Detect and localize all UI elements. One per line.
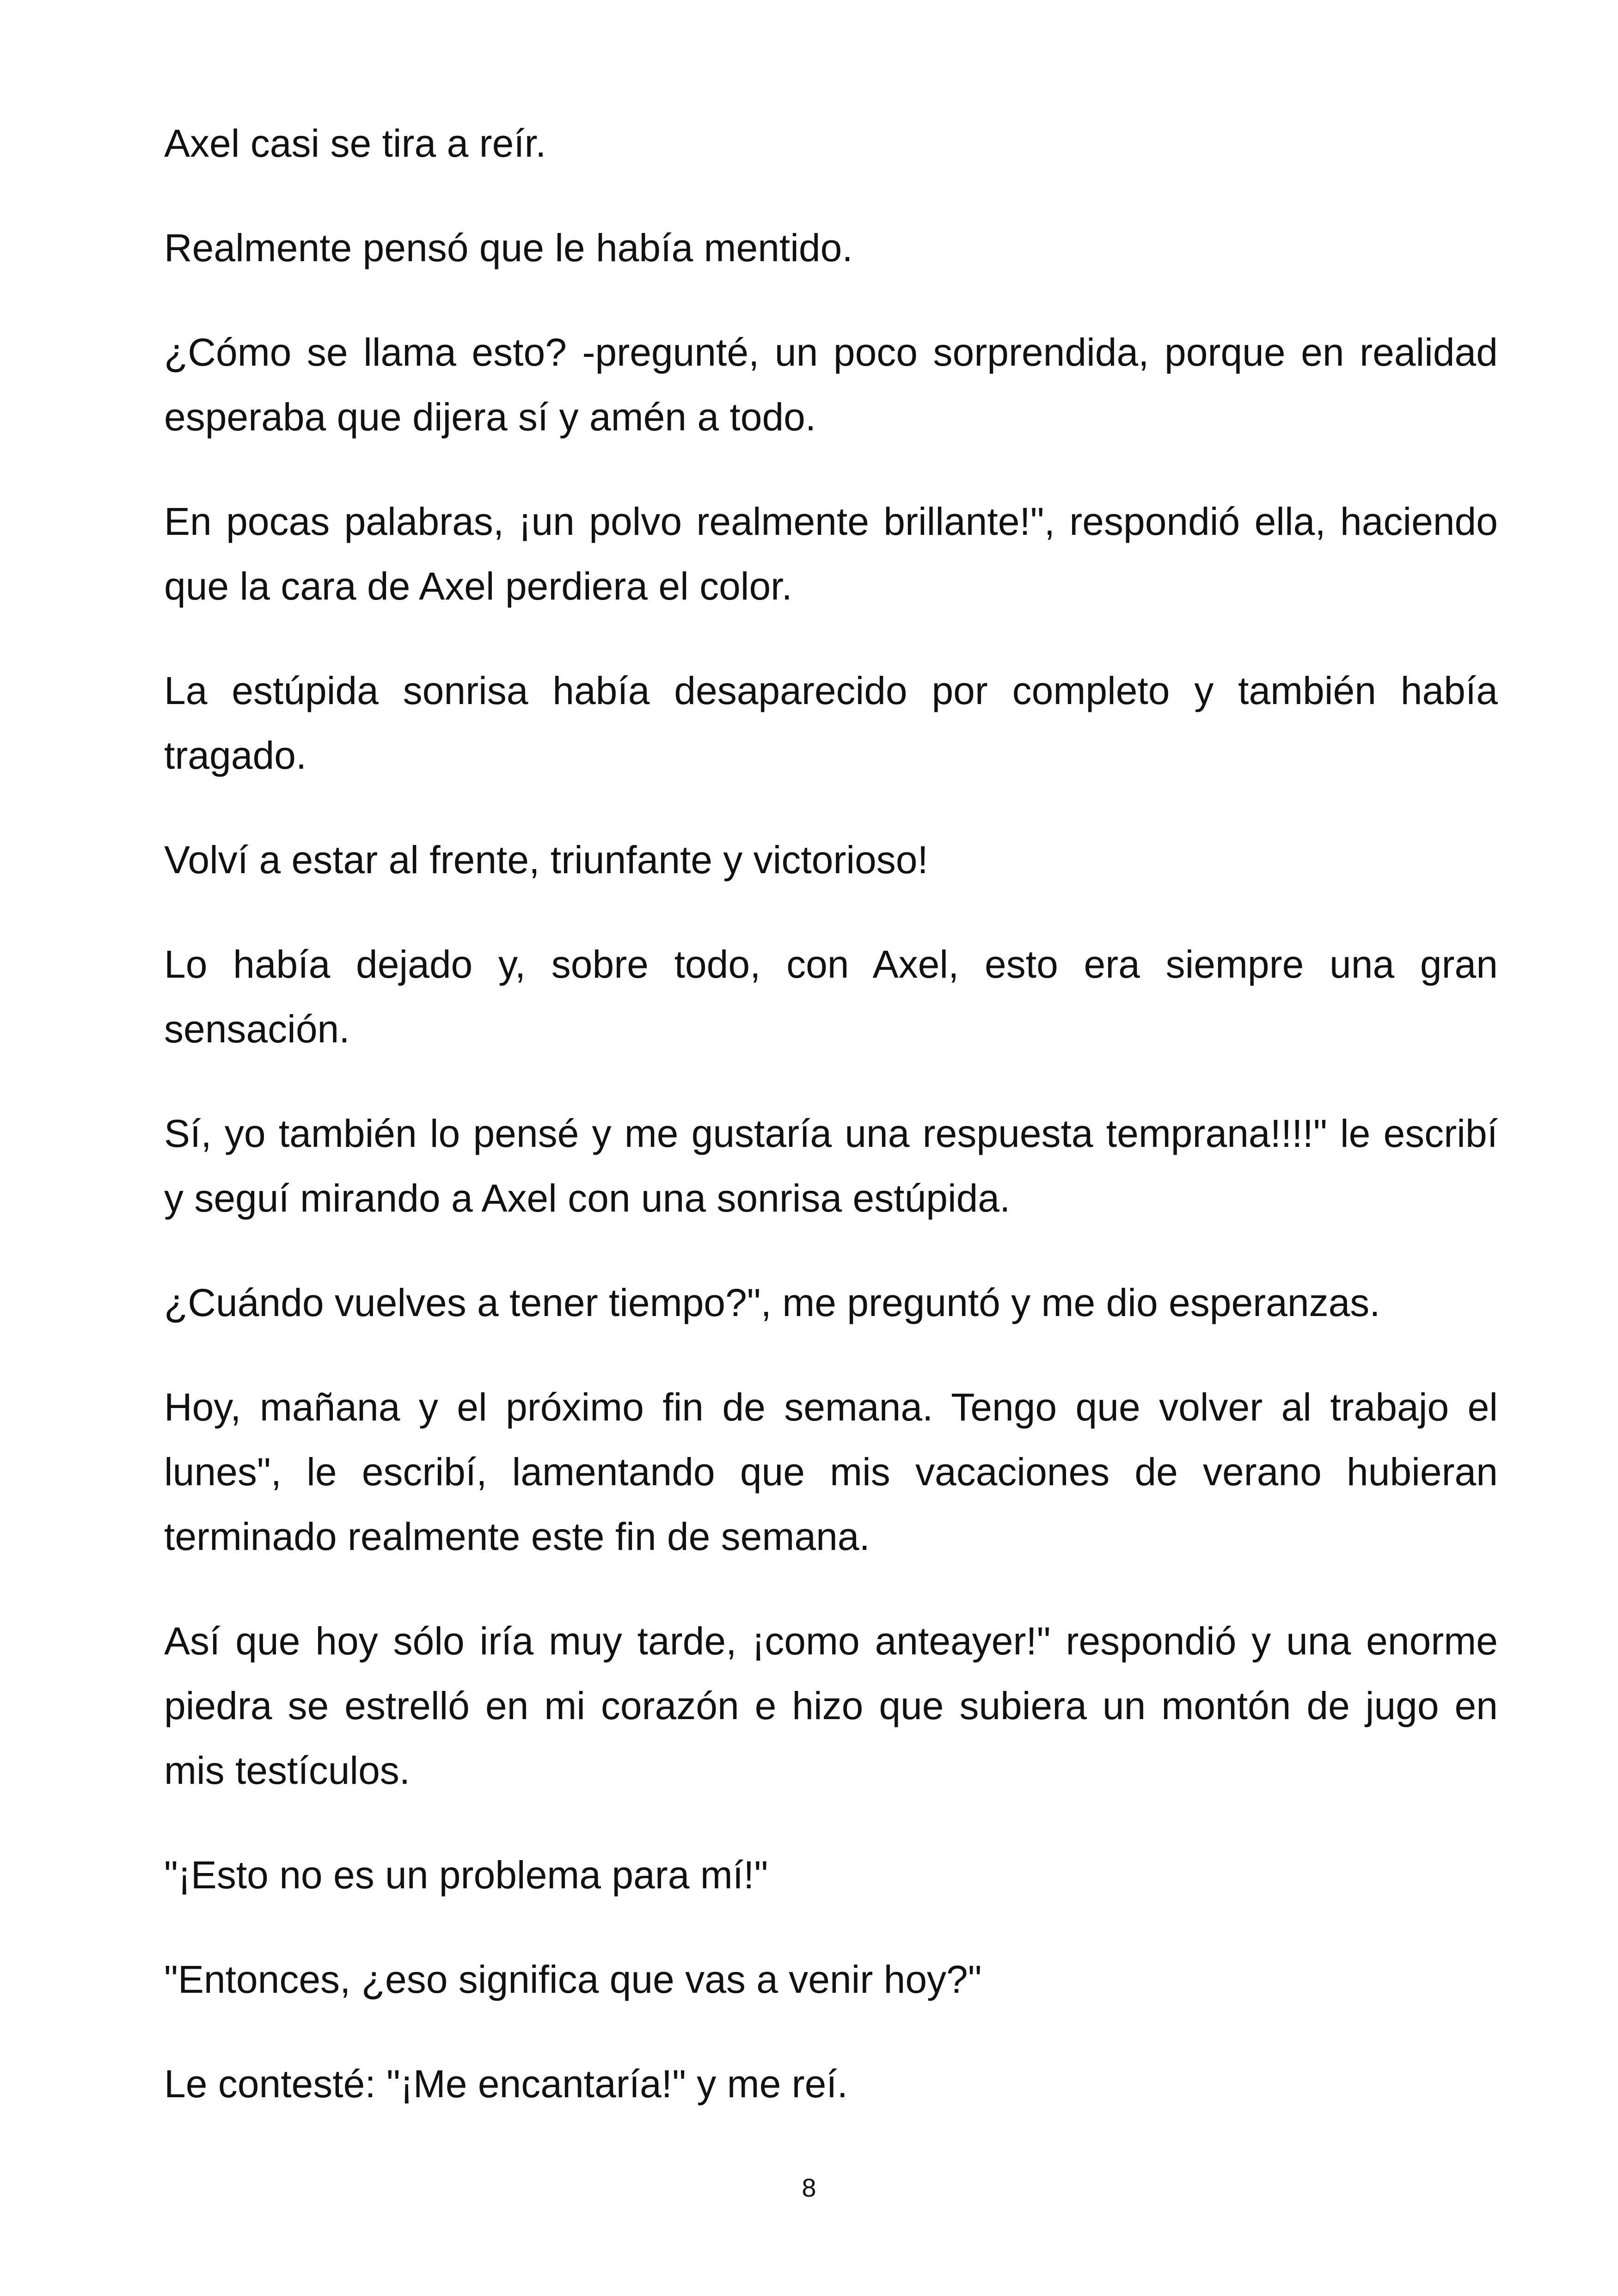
paragraph: Lo había dejado y, sobre todo, con Axel, esto era siempre una gran sensación.	[164, 943, 1498, 1051]
paragraph: En pocas palabras, ¡un polvo realmente brillante!", respondió ella, haciendo que la cara de Axel perdiera el color.	[164, 500, 1498, 608]
paragraph: Volví a estar al frente, triunfante y victorioso!	[164, 838, 928, 882]
paragraph: La estúpida sonrisa había desaparecido por completo y también había tragado.	[164, 669, 1498, 777]
paragraph: Realmente pensó que le había mentido.	[164, 226, 853, 269]
paragraph: ¿Cuándo vuelves a tener tiempo?", me preguntó y me dio esperanzas.	[164, 1281, 1380, 1324]
paragraph: "¡Esto no es un problema para mí!"	[164, 1853, 768, 1897]
paragraph: "Entonces, ¿eso significa que vas a venir hoy?"	[164, 1958, 982, 2001]
paragraph: Axel casi se tira a reír.	[164, 122, 546, 165]
paragraph: Le contesté: "¡Me encantaría!" y me reí.	[164, 2062, 848, 2106]
paragraph: Hoy, mañana y el próximo fin de semana. Tengo que volver al trabajo el lunes", le escribí, lamentando que mis vacaciones de verano hubieran terminado realmente este fin de semana.	[164, 1385, 1498, 1558]
paragraph: ¿Cómo se llama esto? -pregunté, un poco sorprendida, porque en realidad esperaba que dijera sí y amén a todo.	[164, 331, 1498, 439]
page-number: 8	[802, 2173, 816, 2202]
paragraph: Sí, yo también lo pensé y me gustaría una respuesta temprana!!!!" le escribí y seguí mirando a Axel con una sonrisa estúpida.	[164, 1112, 1498, 1220]
body-text	[164, 111, 1498, 2156]
paragraph: Así que hoy sólo iría muy tarde, ¡como anteayer!" respondió y una enorme piedra se estrelló en mi corazón e hizo que subiera un montón de jugo en mis testículos.	[164, 1619, 1498, 1792]
